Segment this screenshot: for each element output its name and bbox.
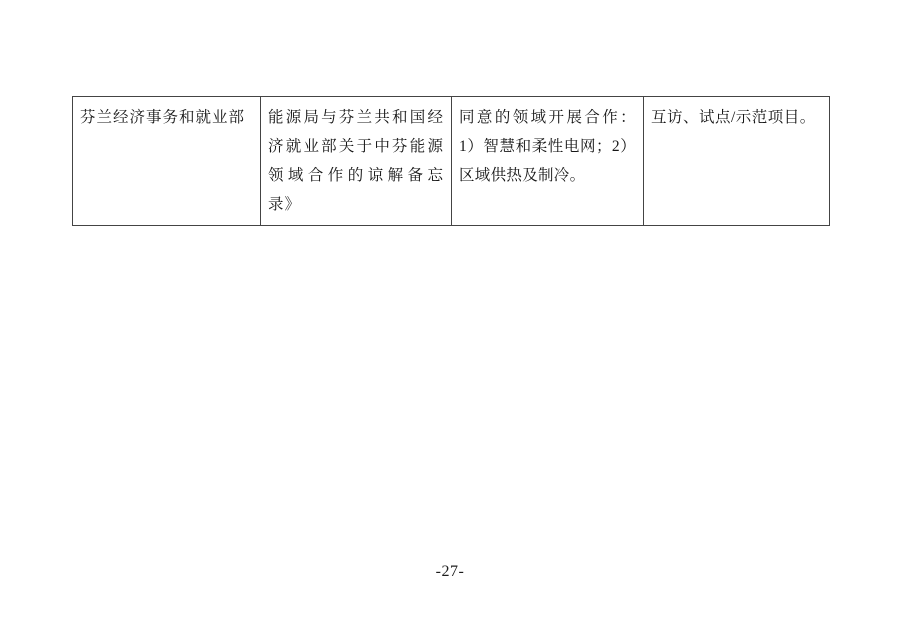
cell-cooperation-areas (452, 97, 644, 226)
cooperation-table (72, 96, 830, 226)
text-line: 能源局与芬兰共和国经 (268, 109, 444, 126)
text-line: 同意的领域开展合作： (459, 109, 636, 126)
text-line: 区域供热及制冷。 (459, 167, 586, 184)
text-line: 济就业部关于中芬能源 (268, 138, 444, 155)
table-row (73, 97, 830, 226)
cell-partner-agency (73, 97, 261, 226)
text-line: 录》 (268, 196, 302, 213)
page-number: -27- (435, 563, 465, 580)
cell-activity-types (644, 97, 830, 226)
text-line: 领域合作的谅解备忘 (268, 167, 444, 184)
text-line: 1）智慧和柔性电网；2） (459, 138, 636, 155)
text-line: 互访、试点/示范项目。 (651, 109, 816, 126)
text-line: 芬兰经济事务和就业部 (80, 109, 246, 126)
cell-mou-title (261, 97, 452, 226)
